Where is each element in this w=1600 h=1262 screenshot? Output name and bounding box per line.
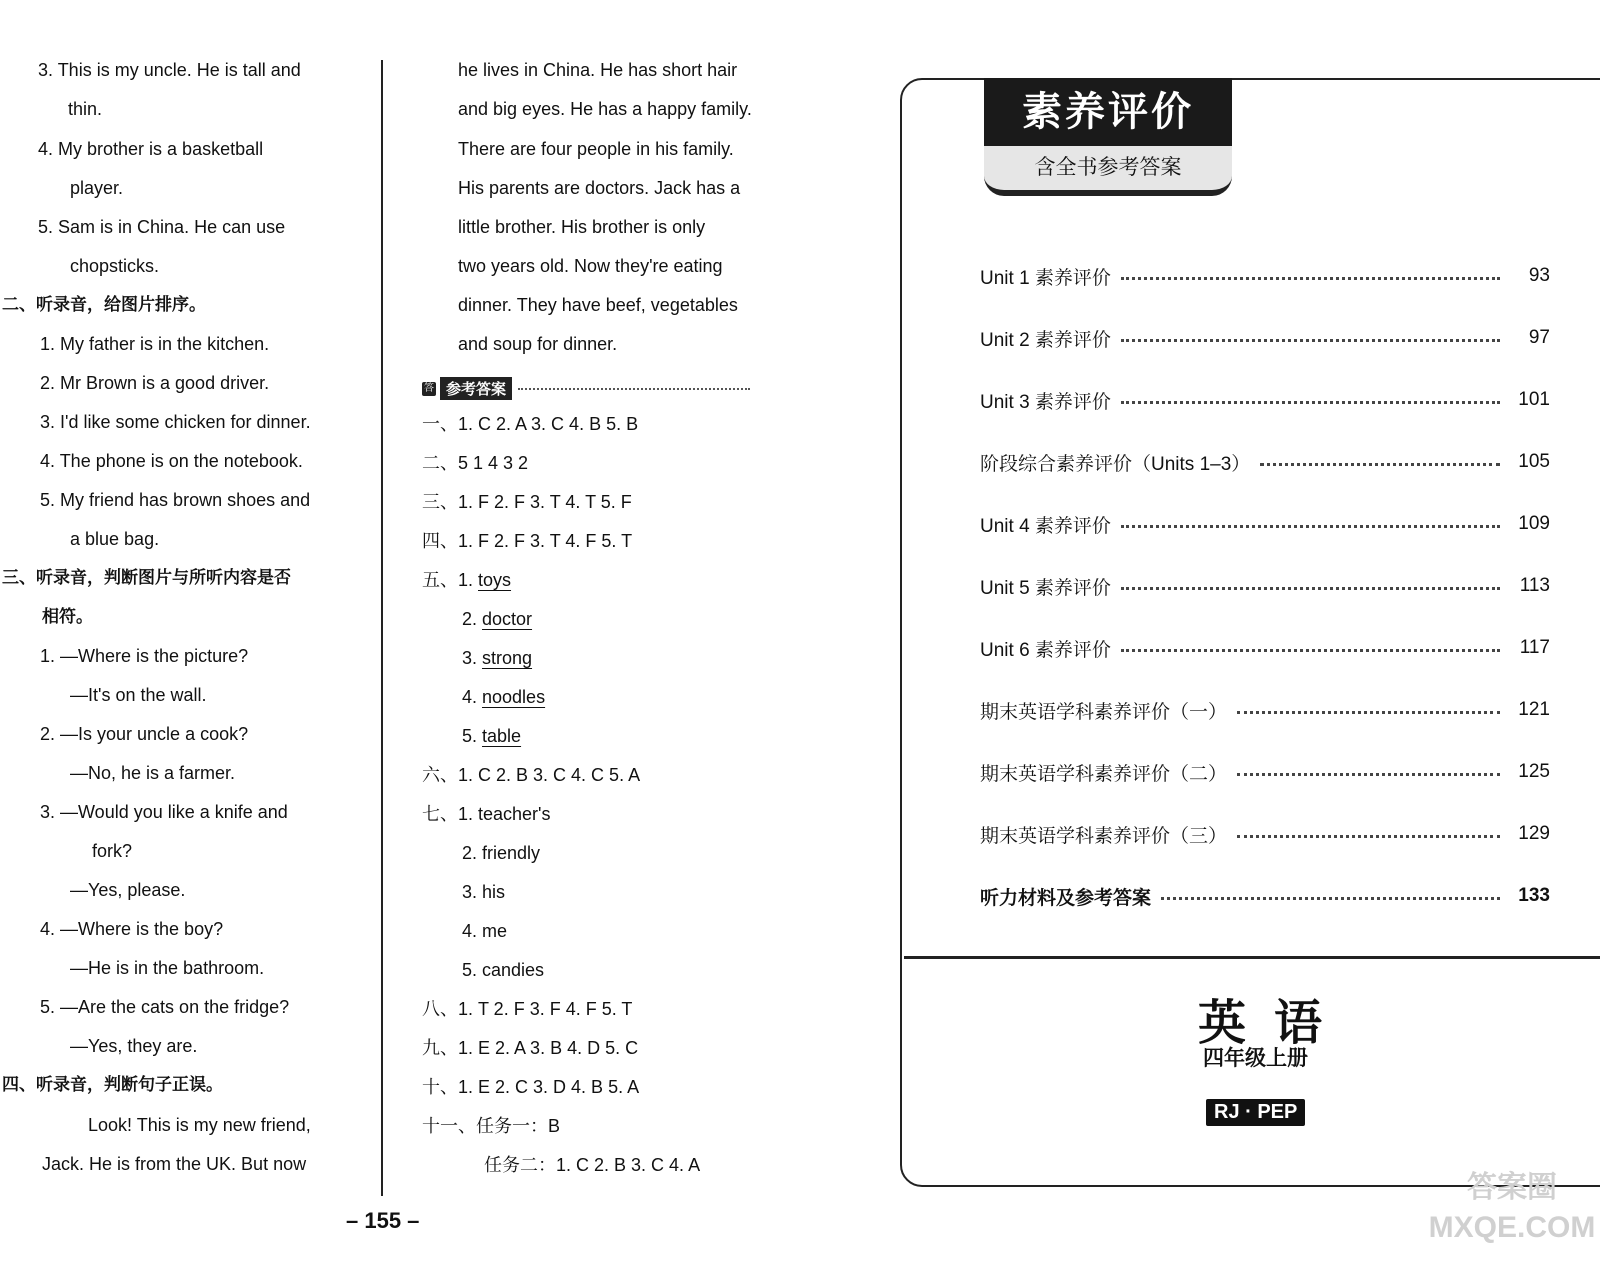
line-text: 5. My friend has brown shoes and — [40, 490, 311, 510]
toc-label: Unit 4 素养评价 — [980, 515, 1111, 537]
line-text: 5. Sam is in China. He can use — [38, 217, 286, 237]
line-text: chopsticks. — [70, 256, 160, 276]
text-line — [458, 176, 740, 200]
text-line — [70, 1034, 197, 1058]
text-line — [40, 800, 288, 824]
text-line — [70, 527, 159, 551]
toc-label: 期末英语学科素养评价（三） — [980, 825, 1228, 847]
toc-entry — [980, 510, 1550, 538]
dotted-leader — [1121, 339, 1500, 342]
dotted-leader — [1237, 773, 1500, 776]
line-text: There are four people in his family. — [458, 139, 734, 159]
line-text: he lives in China. He has short hair — [458, 60, 738, 80]
toc-entry — [980, 820, 1550, 848]
line-text: fork? — [92, 841, 133, 861]
watermark-logo: 答案圈 MXQE.COM — [1428, 1171, 1596, 1244]
text-line — [40, 410, 311, 434]
line-text: 八、1. T 2. F 3. F 4. F 5. T — [422, 999, 633, 1019]
text-line — [92, 839, 132, 863]
text-line — [458, 137, 734, 161]
text-line — [422, 412, 638, 436]
line-text: 三、1. F 2. F 3. T 4. T 5. F — [422, 492, 632, 512]
toc-entry — [980, 634, 1550, 662]
line-text: player. — [70, 178, 124, 198]
toc-entry — [980, 696, 1550, 724]
dotted-leader — [1121, 649, 1500, 652]
text-line — [422, 997, 632, 1021]
line-text: Look! This is my new friend, — [88, 1115, 311, 1135]
line-text: 3. —Would you like a knife and — [40, 802, 288, 822]
line-text: 二、听录音，给图片排序。 — [2, 295, 206, 314]
text-line — [462, 958, 544, 982]
answer-key-header — [422, 377, 750, 400]
toc-page-number: 129 — [1518, 823, 1550, 844]
toc-label: 期末英语学科素养评价（二） — [980, 763, 1228, 785]
text-line — [38, 215, 285, 239]
line-text: 十、1. E 2. C 3. D 4. B 5. A — [422, 1077, 640, 1097]
text-line — [458, 58, 737, 82]
text-line — [38, 58, 301, 82]
line-text: 4. me — [462, 921, 508, 941]
line-text: 2. friendly — [462, 843, 541, 863]
line-text: 任务二：1. C 2. B 3. C 4. A — [484, 1155, 701, 1175]
dotted-leader — [1121, 525, 1500, 528]
column-divider — [381, 60, 383, 1196]
dotted-leader — [1121, 401, 1500, 404]
dotted-leader — [1237, 711, 1500, 714]
dotted-leader — [1121, 587, 1500, 590]
line-text: and big eyes. He has a happy family. — [458, 99, 752, 119]
toc-page-number: 113 — [1519, 575, 1550, 596]
text-line — [70, 956, 264, 980]
line-text: 六、1. C 2. B 3. C 4. C 5. A — [422, 765, 641, 785]
answer-word: strong — [482, 648, 533, 668]
line-text: 四、听录音，判断句子正误。 — [2, 1075, 223, 1094]
text-line — [40, 332, 269, 356]
line-text: 3. his — [462, 882, 506, 902]
toc-label: Unit 3 素养评价 — [980, 391, 1111, 413]
line-text: 3. This is my uncle. He is tall and — [38, 60, 301, 80]
text-line — [38, 137, 263, 161]
line-text: 十一、任务一：B — [422, 1116, 561, 1136]
text-line — [2, 293, 206, 317]
card-divider — [904, 956, 1600, 959]
text-line — [422, 490, 632, 514]
line-text: 2. — [462, 609, 483, 629]
toc-page-number: 109 — [1518, 513, 1550, 534]
toc-entry — [980, 448, 1550, 476]
line-text: thin. — [68, 99, 103, 119]
line-text: —Yes, they are. — [70, 1036, 198, 1056]
line-text: a blue bag. — [70, 529, 160, 549]
line-text: 3. I'd like some chicken for dinner. — [40, 412, 311, 432]
text-line — [458, 97, 752, 121]
toc-label: 阶段综合素养评价（Units 1–3） — [980, 453, 1251, 475]
text-line — [40, 722, 248, 746]
answer-word: table — [482, 726, 522, 746]
answer-key-title: 参考答案 — [440, 377, 512, 400]
subject-title: 英语 — [1198, 997, 1351, 1050]
text-line — [422, 568, 511, 592]
line-text: 五、1. — [422, 570, 479, 590]
line-text: 一、1. C 2. A 3. C 4. B 5. B — [422, 414, 639, 434]
line-text: 七、1. teacher's — [422, 804, 551, 824]
text-line — [462, 880, 505, 904]
text-line — [70, 761, 235, 785]
toc-page-number: 121 — [1518, 699, 1550, 720]
line-text: 三、听录音，判断图片与所听内容是否 — [2, 568, 291, 587]
toc-entry — [980, 758, 1550, 786]
toc-page-number: 97 — [1528, 327, 1550, 348]
line-text: 二、5 1 4 3 2 — [422, 453, 529, 473]
line-text: 四、1. F 2. F 3. T 4. F 5. T — [422, 531, 633, 551]
toc-page-number: 133 — [1518, 885, 1550, 906]
dotted-leader — [518, 388, 750, 390]
answer-word: noodles — [482, 687, 546, 707]
line-text: His parents are doctors. Jack has a — [458, 178, 741, 198]
text-line — [422, 1114, 560, 1138]
line-text: 2. —Is your uncle a cook? — [40, 724, 249, 744]
text-line — [88, 1113, 311, 1137]
text-line — [462, 724, 521, 748]
line-text: Jack. He is from the UK. But now — [42, 1154, 307, 1174]
text-line — [40, 917, 223, 941]
toc-page-number: 125 — [1518, 761, 1550, 782]
text-line — [462, 646, 532, 670]
text-line — [2, 1073, 223, 1097]
text-line — [458, 254, 723, 278]
toc-page-number: 117 — [1519, 637, 1550, 658]
line-text: 5. —Are the cats on the fridge? — [40, 997, 290, 1017]
toc-page-number: 105 — [1518, 451, 1550, 472]
text-line — [2, 566, 291, 590]
line-text: 5. — [462, 726, 483, 746]
toc-label: 期末英语学科素养评价（一） — [980, 701, 1228, 723]
text-line — [484, 1153, 700, 1177]
text-line — [70, 683, 207, 707]
line-text: —It's on the wall. — [70, 685, 207, 705]
line-text: —Yes, please. — [70, 880, 186, 900]
text-line — [422, 529, 632, 553]
line-text: 4. My brother is a basketball — [38, 139, 264, 159]
line-text: —He is in the bathroom. — [70, 958, 265, 978]
answer-book-icon: 答 — [424, 382, 434, 394]
line-text: 4. The phone is on the notebook. — [40, 451, 303, 471]
dotted-leader — [1260, 463, 1500, 466]
toc-entry — [980, 882, 1550, 910]
text-line — [422, 1036, 638, 1060]
line-text: 4. — [462, 687, 483, 707]
dotted-leader — [1161, 897, 1500, 900]
text-line — [422, 1075, 639, 1099]
dotted-leader — [1237, 835, 1500, 838]
text-line — [462, 607, 532, 631]
line-text: 3. — [462, 648, 483, 668]
line-text: two years old. Now they're eating — [458, 256, 723, 276]
text-line — [422, 763, 640, 787]
line-text: little brother. His brother is only — [458, 217, 706, 237]
text-line — [422, 451, 528, 475]
line-text: 4. —Where is the boy? — [40, 919, 224, 939]
answer-word: doctor — [482, 609, 533, 629]
line-text: and soup for dinner. — [458, 334, 618, 354]
text-line — [458, 293, 738, 317]
dotted-leader — [1121, 277, 1500, 280]
edition-badge: RJ · PEP — [1206, 1099, 1305, 1126]
line-text: 1. My father is in the kitchen. — [40, 334, 270, 354]
text-line — [70, 254, 159, 278]
line-text: dinner. They have beef, vegetables — [458, 295, 738, 315]
text-line — [40, 995, 289, 1019]
toc-entry — [980, 324, 1550, 352]
line-text: 1. —Where is the picture? — [40, 646, 249, 666]
text-line — [458, 332, 617, 356]
page-number: – 155 – — [346, 1208, 420, 1233]
toc-label: 听力材料及参考答案 — [980, 887, 1152, 909]
text-line — [40, 449, 303, 473]
toc-label: Unit 6 素养评价 — [980, 639, 1111, 661]
line-text: 九、1. E 2. A 3. B 4. D 5. C — [422, 1038, 639, 1058]
toc-page-number: 101 — [1518, 389, 1550, 410]
line-text: 相符。 — [42, 607, 93, 626]
line-text: 2. Mr Brown is a good driver. — [40, 373, 270, 393]
toc-label: Unit 5 素养评价 — [980, 577, 1111, 599]
toc-entry — [980, 572, 1550, 600]
text-line — [40, 644, 248, 668]
line-text: 5. candies — [462, 960, 545, 980]
grade-label: 四年级上册 — [1203, 1047, 1308, 1070]
text-line — [462, 919, 507, 943]
toc-page-number: 93 — [1528, 265, 1550, 286]
text-line — [422, 802, 551, 826]
text-line — [40, 371, 269, 395]
text-line — [70, 878, 185, 902]
text-line — [68, 97, 102, 121]
banner-subtitle: 含全书参考答案 — [984, 146, 1232, 196]
text-line — [458, 215, 705, 239]
toc-label: Unit 1 素养评价 — [980, 267, 1111, 289]
text-line — [462, 685, 545, 709]
answer-word: toys — [478, 570, 512, 590]
toc-label: Unit 2 素养评价 — [980, 329, 1111, 351]
text-line — [42, 605, 93, 629]
text-line — [70, 176, 123, 200]
text-line — [42, 1152, 306, 1176]
banner-title: 素养评价 — [984, 78, 1232, 146]
toc-entry — [980, 386, 1550, 414]
toc-entry — [980, 262, 1550, 290]
text-line — [40, 488, 310, 512]
text-line — [462, 841, 540, 865]
line-text: —No, he is a farmer. — [70, 763, 236, 783]
